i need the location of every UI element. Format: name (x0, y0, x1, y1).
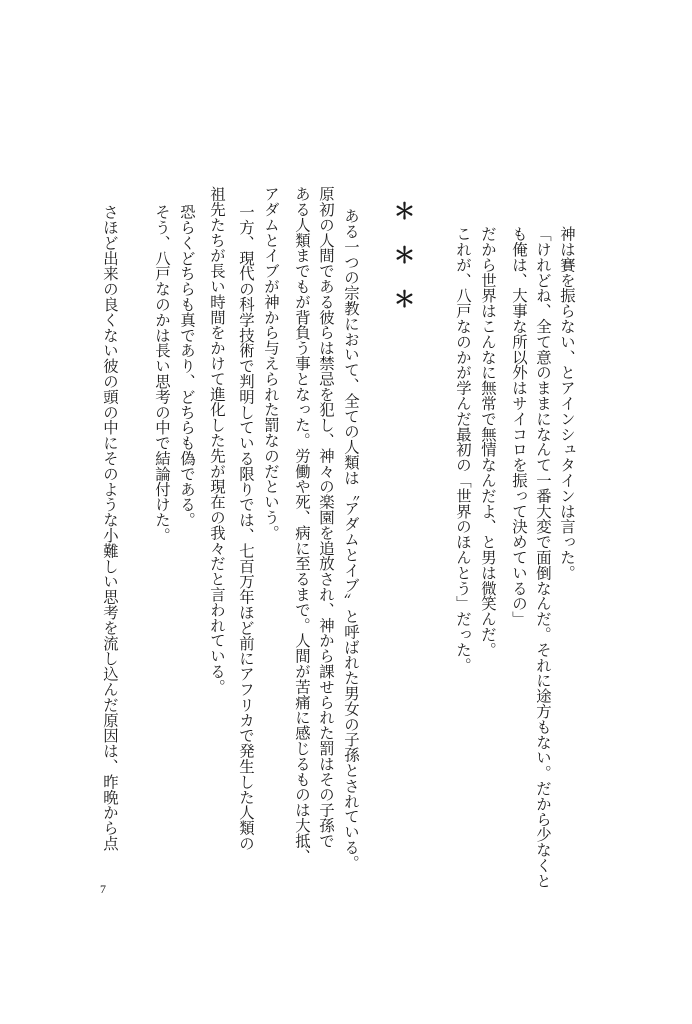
text-line-12: 恐らくどちらも真であり、どちらも偽である。 (178, 204, 196, 528)
section-break: ＊＊＊ (390, 200, 416, 332)
text-line-9: アダムとイブが神から与えられた罰なのだという。 (262, 186, 280, 541)
text-line-11: 祖先たちが長い時間をかけて進化した先が現在の我々だと言われている。 (208, 186, 226, 695)
text-line-1: 神は賽を振らない、とアインシュタインは言った。 (558, 226, 576, 581)
text-line-14: さほど出来の良くない彼の頭の中にそのような小難しい思考を流し込んだ原因は、昨晩から点 (101, 204, 119, 851)
text-line-13: そう、八戸なのかは長い思考の中で結論付けた。 (153, 204, 171, 543)
text-line-5: これが、八戸なのかが学んだ最初の「世界のほんとう」だった。 (454, 226, 472, 673)
text-line-7: 原初の人間である彼らは禁忌を犯し、神々の楽園を追放され、神から課せられた罰はその子孫で (317, 186, 335, 849)
text-line-2: 「けれどね、全て意のままになんて一番大変で面倒なんだ。それに途方もない。だから少なくと (534, 226, 552, 889)
page-number: 7 (100, 882, 106, 896)
text-line-10: 一方、現代の科学技術で判明している限りでは、七百万年ほど前にアフリカで発生した人類の (237, 204, 255, 851)
text-line-8: ある人類までもが背負う事となった。労働や死、病に至るまで。人間が苦痛に感じるものは大抵、 (293, 186, 311, 864)
text-line-3: も俺は、大事な所以外はサイコロを振って決めているの」 (510, 226, 528, 627)
text-line-4: だから世界はこんなに無常で無情なんだよ、と男は微笑んだ。 (479, 226, 497, 658)
text-line-6: ある一つの宗教において、全ての人類は〝アダムとイブ〟と呼ばれた男女の子孫とされている。 (342, 208, 360, 871)
